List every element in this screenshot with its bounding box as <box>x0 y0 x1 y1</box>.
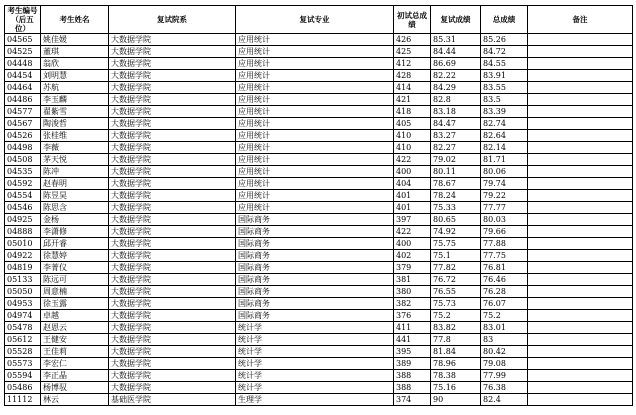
header-remarks: 备注 <box>528 6 633 34</box>
cell-total-score: 79.66 <box>481 226 528 238</box>
cell-retest-department: 大数据学院 <box>109 346 236 358</box>
cell-retest-major: 国际商务 <box>236 226 394 238</box>
cell-retest-score: 75.75 <box>431 238 481 250</box>
cell-initial-score: 410 <box>394 130 431 142</box>
table-row <box>5 70 633 82</box>
cell-retest-department: 大数据学院 <box>109 334 236 346</box>
cell-retest-major: 统计学 <box>236 370 394 382</box>
cell-initial-score: 426 <box>394 34 431 46</box>
cell-initial-score: 414 <box>394 82 431 94</box>
cell-retest-score: 83.82 <box>431 322 481 334</box>
cell-remarks <box>528 190 633 202</box>
cell-retest-department: 大数据学院 <box>109 106 236 118</box>
cell-retest-department: 大数据学院 <box>109 214 236 226</box>
header-retest-department: 复试院系 <box>109 6 236 34</box>
cell-total-score: 82.64 <box>481 130 528 142</box>
cell-retest-department: 大数据学院 <box>109 202 236 214</box>
cell-candidate-id: 04498 <box>5 142 41 154</box>
cell-remarks <box>528 178 633 190</box>
table-row <box>5 334 633 346</box>
cell-candidate-id: 11112 <box>5 394 41 406</box>
cell-candidate-name: 刘明慧 <box>41 70 109 82</box>
cell-retest-department: 大数据学院 <box>109 118 236 130</box>
cell-retest-department: 大数据学院 <box>109 226 236 238</box>
cell-candidate-name: 卓越 <box>41 310 109 322</box>
table-row <box>5 370 633 382</box>
cell-remarks <box>528 82 633 94</box>
cell-retest-department: 大数据学院 <box>109 238 236 250</box>
cell-retest-major: 统计学 <box>236 358 394 370</box>
cell-retest-department: 大数据学院 <box>109 154 236 166</box>
cell-retest-score: 78.24 <box>431 190 481 202</box>
cell-retest-score: 78.38 <box>431 370 481 382</box>
cell-retest-score: 84.47 <box>431 118 481 130</box>
cell-candidate-name: 姚佳媛 <box>41 34 109 46</box>
cell-total-score: 82.14 <box>481 142 528 154</box>
header-row <box>5 6 633 34</box>
cell-candidate-name: 李菁仪 <box>41 262 109 274</box>
cell-remarks <box>528 346 633 358</box>
cell-retest-score: 90 <box>431 394 481 406</box>
cell-initial-score: 388 <box>394 370 431 382</box>
cell-retest-major: 国际商务 <box>236 214 394 226</box>
table-row <box>5 214 633 226</box>
admission-results-table <box>4 5 633 406</box>
table-row <box>5 130 633 142</box>
cell-total-score: 80.42 <box>481 346 528 358</box>
cell-retest-department: 大数据学院 <box>109 34 236 46</box>
cell-candidate-name: 王健安 <box>41 334 109 346</box>
table-row <box>5 58 633 70</box>
cell-total-score: 82.74 <box>481 118 528 130</box>
cell-retest-department: 大数据学院 <box>109 286 236 298</box>
cell-remarks <box>528 298 633 310</box>
cell-retest-major: 生理学 <box>236 394 394 406</box>
cell-retest-department: 大数据学院 <box>109 358 236 370</box>
cell-candidate-id: 04526 <box>5 130 41 142</box>
table-row <box>5 358 633 370</box>
cell-retest-major: 应用统计 <box>236 82 394 94</box>
cell-retest-department: 基础医学院 <box>109 394 236 406</box>
cell-total-score: 80.06 <box>481 166 528 178</box>
table-row <box>5 274 633 286</box>
cell-remarks <box>528 286 633 298</box>
cell-initial-score: 402 <box>394 250 431 262</box>
cell-total-score: 77.77 <box>481 202 528 214</box>
cell-retest-major: 国际商务 <box>236 298 394 310</box>
cell-retest-major: 国际商务 <box>236 238 394 250</box>
cell-candidate-id: 04565 <box>5 34 41 46</box>
cell-retest-major: 应用统计 <box>236 142 394 154</box>
cell-retest-major: 统计学 <box>236 334 394 346</box>
cell-candidate-name: 张桂维 <box>41 130 109 142</box>
table-row <box>5 394 633 406</box>
cell-retest-department: 大数据学院 <box>109 70 236 82</box>
cell-candidate-id: 04464 <box>5 82 41 94</box>
cell-retest-department: 大数据学院 <box>109 82 236 94</box>
cell-candidate-id: 05486 <box>5 382 41 394</box>
header-candidate-id: 考生编号（后五位） <box>5 6 41 34</box>
cell-retest-department: 大数据学院 <box>109 262 236 274</box>
cell-total-score: 79.22 <box>481 190 528 202</box>
table-row <box>5 34 633 46</box>
cell-retest-major: 国际商务 <box>236 286 394 298</box>
table-body <box>5 34 633 406</box>
cell-candidate-id: 04819 <box>5 262 41 274</box>
cell-initial-score: 389 <box>394 358 431 370</box>
cell-retest-score: 84.29 <box>431 82 481 94</box>
cell-initial-score: 405 <box>394 118 431 130</box>
cell-initial-score: 380 <box>394 286 431 298</box>
cell-candidate-name: 徐慧婷 <box>41 250 109 262</box>
cell-candidate-name: 林云 <box>41 394 109 406</box>
cell-total-score: 79.74 <box>481 178 528 190</box>
table-header <box>5 6 633 34</box>
cell-candidate-id: 05573 <box>5 358 41 370</box>
header-retest-score: 复试成绩 <box>431 6 481 34</box>
cell-remarks <box>528 166 633 178</box>
table-row <box>5 382 633 394</box>
cell-initial-score: 397 <box>394 214 431 226</box>
cell-total-score: 83.91 <box>481 70 528 82</box>
cell-retest-department: 大数据学院 <box>109 130 236 142</box>
cell-remarks <box>528 358 633 370</box>
cell-candidate-name: 茅天悦 <box>41 154 109 166</box>
table-row <box>5 346 633 358</box>
table-row <box>5 142 633 154</box>
header-initial-score: 初试总成绩 <box>394 6 431 34</box>
cell-remarks <box>528 94 633 106</box>
cell-retest-score: 75.33 <box>431 202 481 214</box>
cell-retest-score: 83.18 <box>431 106 481 118</box>
cell-candidate-name: 董琪 <box>41 46 109 58</box>
cell-candidate-id: 04592 <box>5 178 41 190</box>
cell-retest-major: 国际商务 <box>236 310 394 322</box>
cell-remarks <box>528 370 633 382</box>
cell-retest-major: 应用统计 <box>236 154 394 166</box>
cell-retest-major: 国际商务 <box>236 262 394 274</box>
cell-total-score: 76.46 <box>481 274 528 286</box>
cell-retest-score: 78.96 <box>431 358 481 370</box>
cell-candidate-name: 陈冲 <box>41 166 109 178</box>
cell-retest-major: 应用统计 <box>236 166 394 178</box>
cell-retest-major: 应用统计 <box>236 34 394 46</box>
cell-candidate-id: 04577 <box>5 106 41 118</box>
cell-candidate-id: 05528 <box>5 346 41 358</box>
cell-candidate-name: 李薇 <box>41 142 109 154</box>
cell-retest-major: 统计学 <box>236 382 394 394</box>
cell-initial-score: 425 <box>394 46 431 58</box>
cell-candidate-name: 赵恩云 <box>41 322 109 334</box>
table-row <box>5 250 633 262</box>
cell-total-score: 80.03 <box>481 214 528 226</box>
cell-retest-score: 86.69 <box>431 58 481 70</box>
cell-retest-major: 应用统计 <box>236 58 394 70</box>
cell-candidate-id: 05478 <box>5 322 41 334</box>
cell-remarks <box>528 226 633 238</box>
cell-candidate-name: 杨博驭 <box>41 382 109 394</box>
cell-total-score: 83 <box>481 334 528 346</box>
cell-candidate-id: 04888 <box>5 226 41 238</box>
cell-total-score: 82.4 <box>481 394 528 406</box>
cell-candidate-name: 陶浚哲 <box>41 118 109 130</box>
cell-remarks <box>528 142 633 154</box>
cell-candidate-name: 徐玉露 <box>41 298 109 310</box>
cell-retest-department: 大数据学院 <box>109 370 236 382</box>
cell-candidate-id: 04535 <box>5 166 41 178</box>
cell-retest-score: 78.67 <box>431 178 481 190</box>
cell-candidate-id: 05612 <box>5 334 41 346</box>
cell-retest-department: 大数据学院 <box>109 382 236 394</box>
cell-retest-major: 应用统计 <box>236 94 394 106</box>
header-total-score: 总成绩 <box>481 6 528 34</box>
table-row <box>5 106 633 118</box>
cell-initial-score: 374 <box>394 394 431 406</box>
cell-candidate-id: 04922 <box>5 250 41 262</box>
cell-total-score: 76.81 <box>481 262 528 274</box>
cell-initial-score: 381 <box>394 274 431 286</box>
cell-remarks <box>528 130 633 142</box>
cell-initial-score: 411 <box>394 322 431 334</box>
table-row <box>5 262 633 274</box>
cell-initial-score: 400 <box>394 166 431 178</box>
cell-candidate-id: 04974 <box>5 310 41 322</box>
cell-remarks <box>528 154 633 166</box>
table-row <box>5 46 633 58</box>
table-row <box>5 154 633 166</box>
cell-retest-score: 85.31 <box>431 34 481 46</box>
table-row <box>5 94 633 106</box>
cell-retest-score: 75.73 <box>431 298 481 310</box>
cell-initial-score: 428 <box>394 70 431 82</box>
cell-retest-department: 大数据学院 <box>109 274 236 286</box>
cell-candidate-name: 李宏仁 <box>41 358 109 370</box>
cell-candidate-id: 05010 <box>5 238 41 250</box>
cell-retest-department: 大数据学院 <box>109 142 236 154</box>
cell-total-score: 83.39 <box>481 106 528 118</box>
cell-candidate-name: 李正晶 <box>41 370 109 382</box>
cell-remarks <box>528 106 633 118</box>
cell-retest-major: 统计学 <box>236 322 394 334</box>
cell-retest-score: 74.92 <box>431 226 481 238</box>
cell-total-score: 83.55 <box>481 82 528 94</box>
cell-candidate-name: 周意楠 <box>41 286 109 298</box>
table-row <box>5 310 633 322</box>
cell-initial-score: 410 <box>394 142 431 154</box>
cell-retest-score: 80.65 <box>431 214 481 226</box>
cell-candidate-id: 04546 <box>5 202 41 214</box>
table-row <box>5 166 633 178</box>
cell-candidate-name: 陈昱昊 <box>41 190 109 202</box>
cell-retest-score: 75.16 <box>431 382 481 394</box>
cell-total-score: 76.07 <box>481 298 528 310</box>
cell-retest-score: 82.8 <box>431 94 481 106</box>
table-row <box>5 286 633 298</box>
cell-candidate-id: 04448 <box>5 58 41 70</box>
cell-retest-score: 77.82 <box>431 262 481 274</box>
cell-total-score: 75.2 <box>481 310 528 322</box>
table-row <box>5 322 633 334</box>
cell-retest-score: 81.84 <box>431 346 481 358</box>
cell-remarks <box>528 310 633 322</box>
header-candidate-name: 考生姓名 <box>41 6 109 34</box>
cell-candidate-name: 苏航 <box>41 82 109 94</box>
cell-initial-score: 421 <box>394 94 431 106</box>
cell-initial-score: 395 <box>394 346 431 358</box>
cell-retest-major: 国际商务 <box>236 274 394 286</box>
cell-retest-department: 大数据学院 <box>109 250 236 262</box>
cell-total-score: 85.26 <box>481 34 528 46</box>
cell-retest-score: 79.02 <box>431 154 481 166</box>
cell-retest-major: 应用统计 <box>236 202 394 214</box>
cell-total-score: 77.88 <box>481 238 528 250</box>
cell-candidate-id: 04454 <box>5 70 41 82</box>
cell-initial-score: 441 <box>394 334 431 346</box>
cell-remarks <box>528 334 633 346</box>
cell-total-score: 84.55 <box>481 58 528 70</box>
table-row <box>5 238 633 250</box>
cell-initial-score: 379 <box>394 262 431 274</box>
cell-total-score: 77.99 <box>481 370 528 382</box>
cell-candidate-id: 04486 <box>5 94 41 106</box>
cell-retest-score: 75.1 <box>431 250 481 262</box>
cell-retest-score: 82.27 <box>431 142 481 154</box>
header-retest-major: 复试专业 <box>236 6 394 34</box>
cell-candidate-id: 05133 <box>5 274 41 286</box>
cell-candidate-id: 04567 <box>5 118 41 130</box>
cell-retest-department: 大数据学院 <box>109 190 236 202</box>
cell-candidate-id: 04554 <box>5 190 41 202</box>
cell-initial-score: 404 <box>394 178 431 190</box>
cell-initial-score: 401 <box>394 202 431 214</box>
table-row <box>5 298 633 310</box>
cell-initial-score: 422 <box>394 226 431 238</box>
cell-retest-score: 76.72 <box>431 274 481 286</box>
cell-initial-score: 401 <box>394 190 431 202</box>
cell-retest-major: 应用统计 <box>236 106 394 118</box>
table-row <box>5 178 633 190</box>
cell-initial-score: 422 <box>394 154 431 166</box>
cell-remarks <box>528 322 633 334</box>
cell-total-score: 83.5 <box>481 94 528 106</box>
cell-retest-score: 75.2 <box>431 310 481 322</box>
cell-initial-score: 412 <box>394 58 431 70</box>
cell-retest-score: 83.27 <box>431 130 481 142</box>
cell-remarks <box>528 70 633 82</box>
cell-remarks <box>528 58 633 70</box>
cell-candidate-name: 陈思含 <box>41 202 109 214</box>
cell-retest-department: 大数据学院 <box>109 178 236 190</box>
cell-candidate-id: 04525 <box>5 46 41 58</box>
cell-retest-major: 应用统计 <box>236 190 394 202</box>
cell-total-score: 79.08 <box>481 358 528 370</box>
cell-initial-score: 382 <box>394 298 431 310</box>
cell-retest-major: 应用统计 <box>236 118 394 130</box>
cell-candidate-name: 翟紫雪 <box>41 106 109 118</box>
cell-total-score: 83.01 <box>481 322 528 334</box>
cell-initial-score: 418 <box>394 106 431 118</box>
cell-total-score: 76.28 <box>481 286 528 298</box>
cell-retest-score: 82.22 <box>431 70 481 82</box>
cell-retest-department: 大数据学院 <box>109 298 236 310</box>
cell-initial-score: 400 <box>394 238 431 250</box>
cell-candidate-name: 赵春明 <box>41 178 109 190</box>
cell-candidate-id: 04508 <box>5 154 41 166</box>
cell-retest-department: 大数据学院 <box>109 166 236 178</box>
cell-retest-major: 国际商务 <box>236 250 394 262</box>
cell-candidate-name: 王佳莉 <box>41 346 109 358</box>
cell-remarks <box>528 382 633 394</box>
cell-candidate-id: 04925 <box>5 214 41 226</box>
cell-retest-major: 应用统计 <box>236 130 394 142</box>
cell-remarks <box>528 202 633 214</box>
cell-retest-department: 大数据学院 <box>109 46 236 58</box>
cell-retest-major: 应用统计 <box>236 70 394 82</box>
cell-total-score: 77.75 <box>481 250 528 262</box>
cell-initial-score: 376 <box>394 310 431 322</box>
cell-initial-score: 388 <box>394 382 431 394</box>
cell-candidate-name: 李潇修 <box>41 226 109 238</box>
cell-remarks <box>528 238 633 250</box>
cell-candidate-name: 邱开睿 <box>41 238 109 250</box>
cell-candidate-name: 翁欣 <box>41 58 109 70</box>
table-row <box>5 226 633 238</box>
cell-remarks <box>528 274 633 286</box>
cell-remarks <box>528 262 633 274</box>
cell-retest-score: 84.44 <box>431 46 481 58</box>
cell-retest-department: 大数据学院 <box>109 58 236 70</box>
cell-remarks <box>528 250 633 262</box>
cell-retest-score: 76.55 <box>431 286 481 298</box>
cell-candidate-name: 金杨 <box>41 214 109 226</box>
cell-candidate-id: 05050 <box>5 286 41 298</box>
cell-total-score: 81.71 <box>481 154 528 166</box>
table-row <box>5 118 633 130</box>
cell-remarks <box>528 46 633 58</box>
cell-candidate-name: 陈远可 <box>41 274 109 286</box>
cell-retest-department: 大数据学院 <box>109 310 236 322</box>
table-row <box>5 82 633 94</box>
cell-retest-score: 77.8 <box>431 334 481 346</box>
cell-total-score: 76.38 <box>481 382 528 394</box>
cell-candidate-id: 05594 <box>5 370 41 382</box>
cell-retest-department: 大数据学院 <box>109 94 236 106</box>
table-row <box>5 190 633 202</box>
cell-retest-major: 应用统计 <box>236 46 394 58</box>
cell-retest-major: 应用统计 <box>236 178 394 190</box>
cell-remarks <box>528 118 633 130</box>
cell-remarks <box>528 214 633 226</box>
cell-retest-major: 统计学 <box>236 346 394 358</box>
cell-remarks <box>528 394 633 406</box>
cell-retest-score: 80.11 <box>431 166 481 178</box>
cell-remarks <box>528 34 633 46</box>
cell-retest-department: 大数据学院 <box>109 322 236 334</box>
cell-candidate-name: 李玉麟 <box>41 94 109 106</box>
cell-candidate-id: 04953 <box>5 298 41 310</box>
table-row <box>5 202 633 214</box>
cell-total-score: 84.72 <box>481 46 528 58</box>
